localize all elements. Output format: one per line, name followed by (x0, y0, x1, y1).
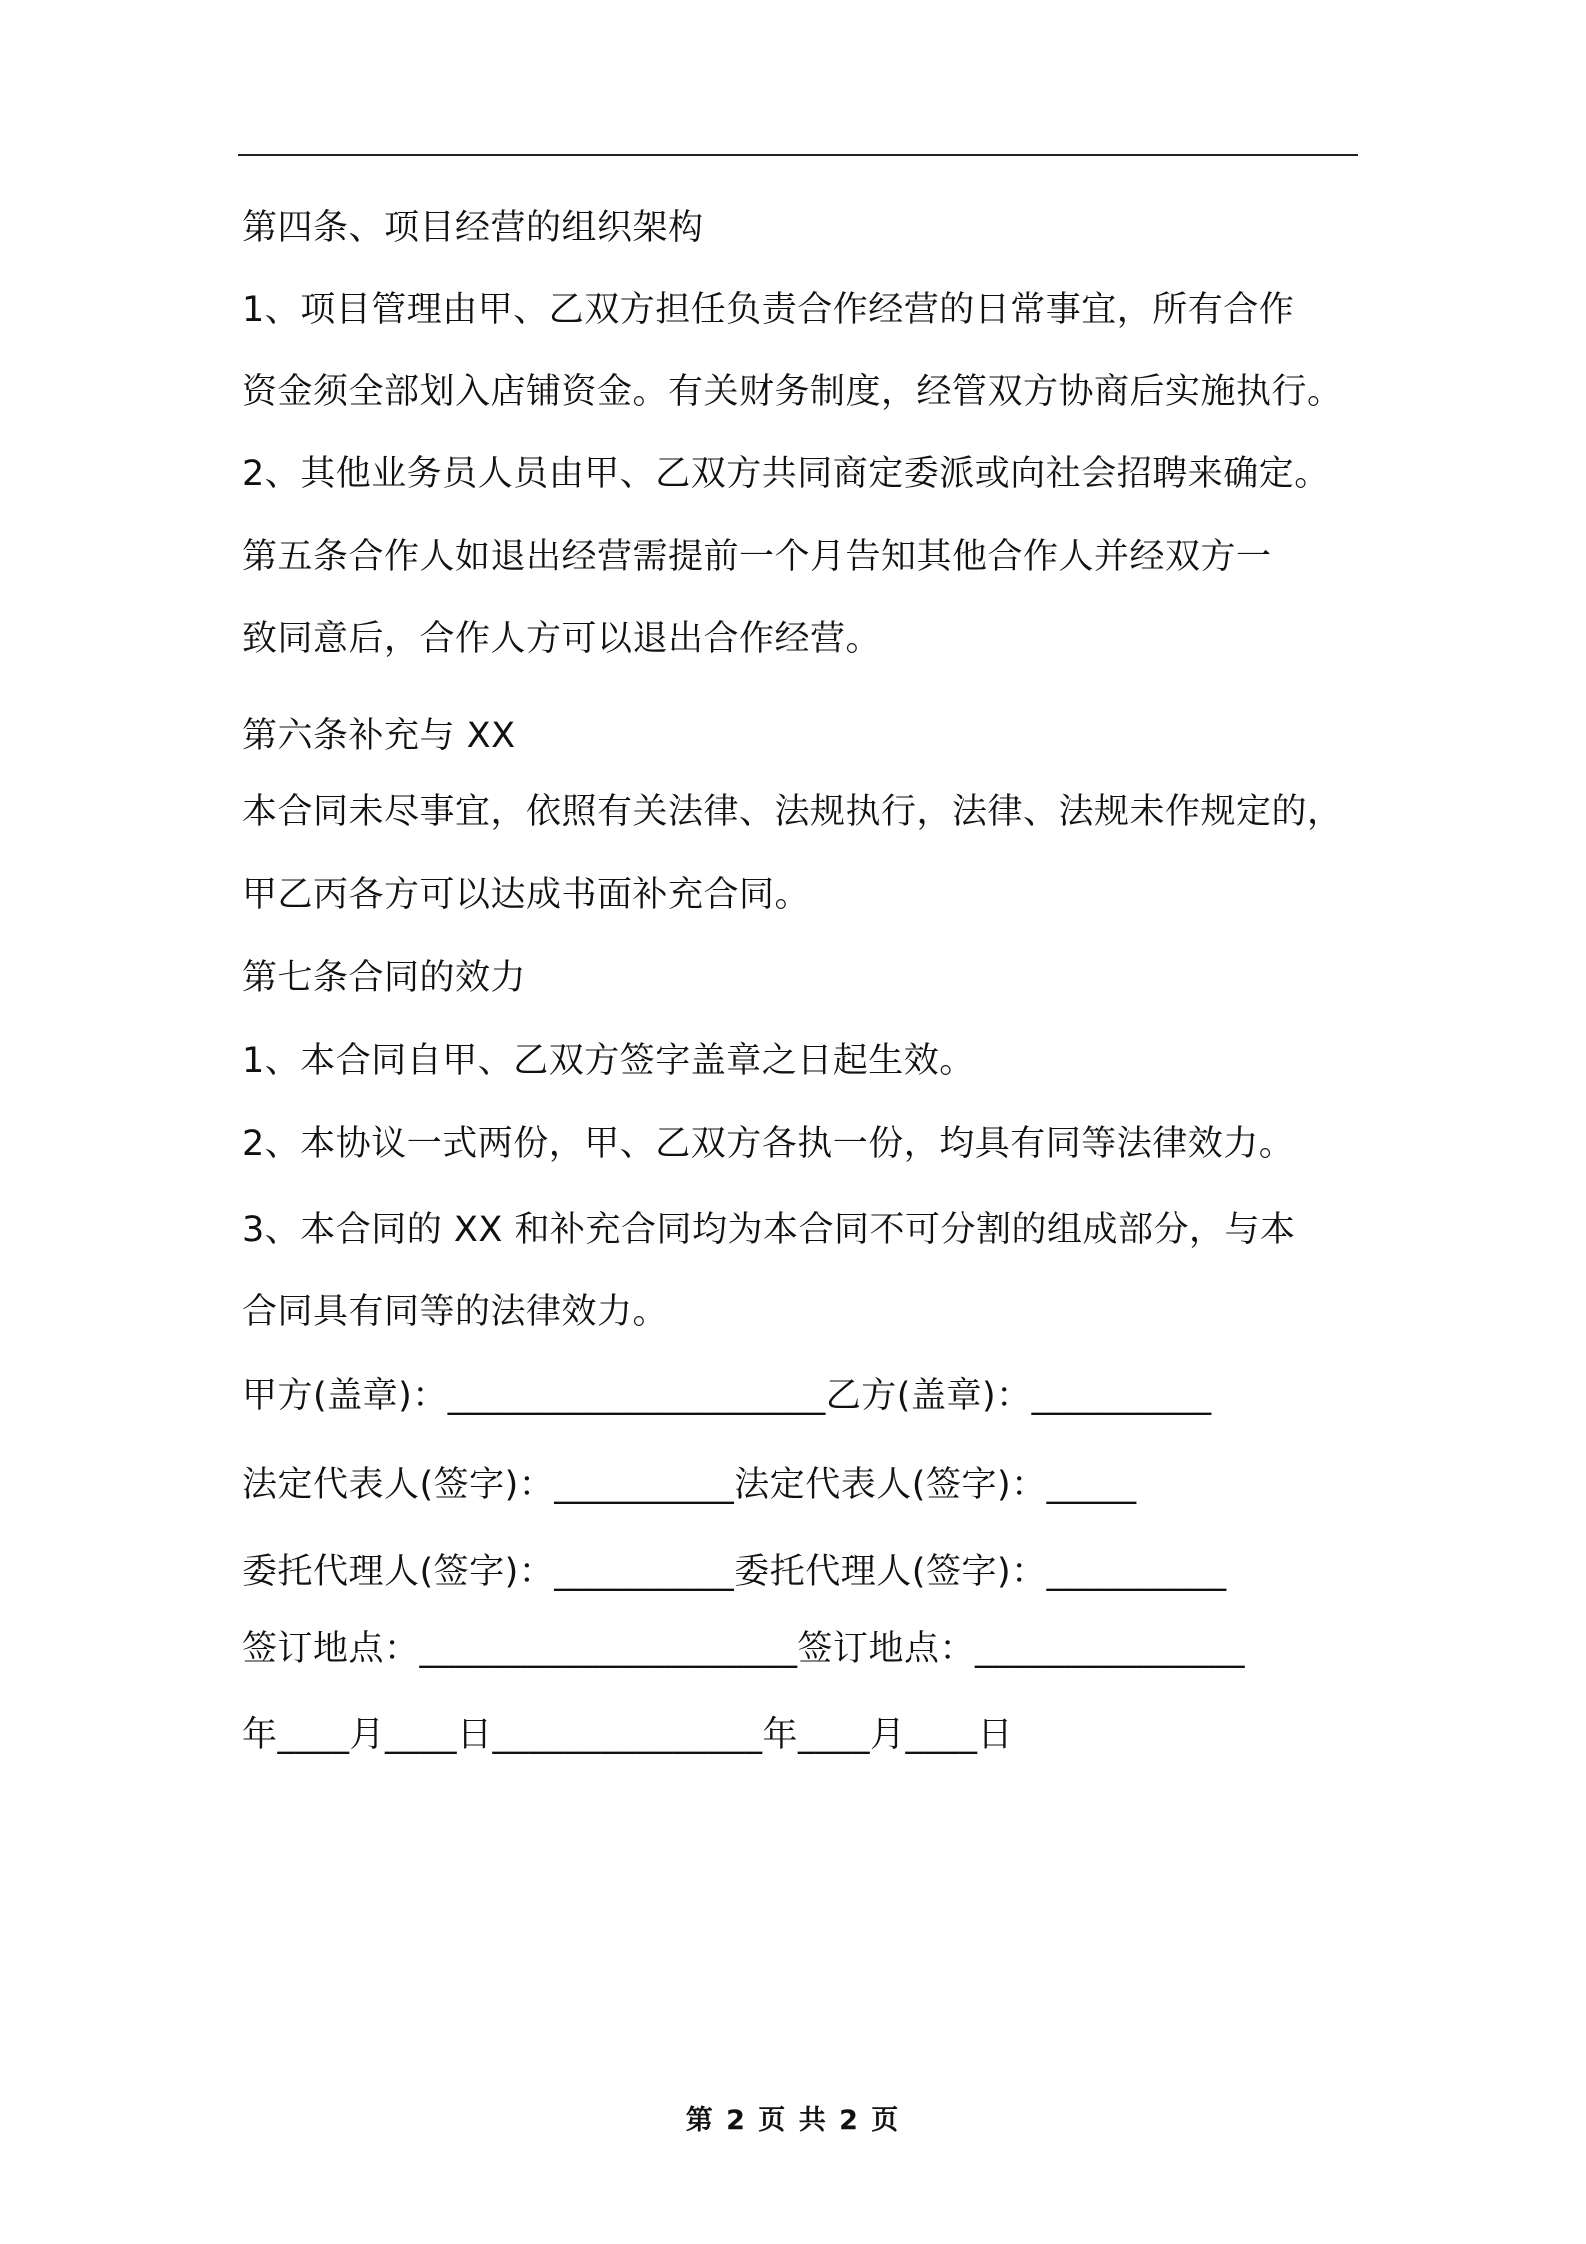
signature-legal-rep-line: 法定代表人(签字)：__________法定代表人(签字)：_____ (242, 1465, 1137, 1505)
article-7-clause-1: 1、本合同自甲、乙双方签字盖章之日起生效。 (242, 1041, 975, 1081)
signature-party-seal-line: 甲方(盖章)：_____________________乙方(盖章)：__________ (242, 1376, 1212, 1416)
page-number: 第 2 页 共 2 页 (685, 2105, 901, 2136)
signature-agent-line: 委托代理人(签字)：__________委托代理人(签字)：__________ (242, 1552, 1227, 1592)
article-4-clause-1-line-2: 资金须全部划入店铺资金。有关财务制度，经管双方协商后实施执行。 (242, 372, 1343, 412)
article-6-heading: 第六条补充与 XX (242, 716, 516, 756)
article-5-line-2: 致同意后，合作人方可以退出合作经营。 (242, 619, 882, 659)
article-7-heading: 第七条合同的效力 (242, 958, 527, 998)
header-divider (238, 154, 1358, 156)
article-4-clause-1-line-1: 1、项目管理由甲、乙双方担任负责合作经营的日常事宜，所有合作 (242, 290, 1295, 330)
signing-place-line: 签订地点：_____________________签订地点：_______________ (242, 1629, 1246, 1669)
article-4-heading: 第四条、项目经营的组织架构 (242, 208, 704, 248)
article-4-clause-2: 2、其他业务员人员由甲、乙双方共同商定委派或向社会招聘来确定。 (242, 454, 1330, 494)
article-5-line-1: 第五条合作人如退出经营需提前一个月告知其他合作人并经双方一 (242, 537, 1272, 577)
article-7-clause-2: 2、本协议一式两份，甲、乙双方各执一份，均具有同等法律效力。 (242, 1124, 1295, 1164)
article-7-clause-3-line-2: 合同具有同等的法律效力。 (242, 1292, 669, 1332)
signing-date-line: 年____月____日_______________年____月____日 (242, 1715, 1014, 1755)
article-6-line-1: 本合同未尽事宜，依照有关法律、法规执行，法律、法规未作规定的， (242, 792, 1343, 832)
article-6-line-2: 甲乙丙各方可以达成书面补充合同。 (242, 875, 811, 915)
article-7-clause-3-line-1: 3、本合同的 XX 和补充合同均为本合同不可分割的组成部分，与本 (242, 1210, 1296, 1250)
